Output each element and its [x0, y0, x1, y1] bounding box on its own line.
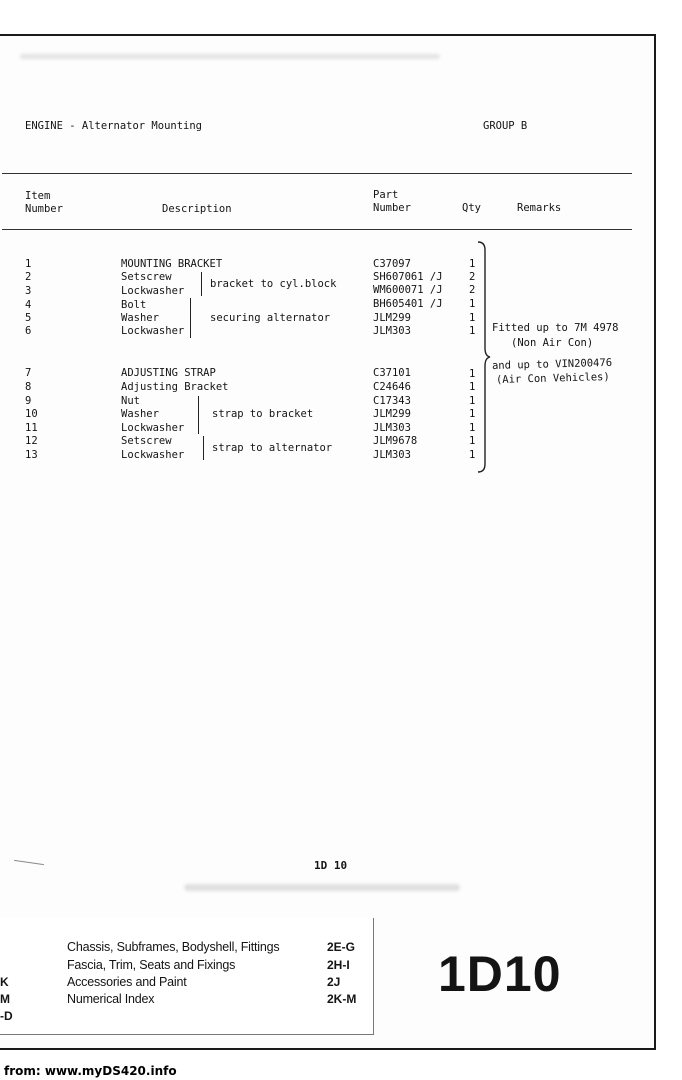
- row-description: Bolt: [121, 299, 147, 311]
- row-description: Lockwasher: [121, 285, 185, 297]
- footer-index-box: [0, 918, 374, 1035]
- row-qty: 1: [469, 449, 476, 461]
- group-note-securing: securing alternator: [210, 312, 331, 324]
- row-part-number: JLM303: [373, 422, 411, 434]
- col-qty: Qty: [462, 202, 481, 214]
- row-qty: 1: [469, 258, 476, 270]
- row-qty: 2: [469, 284, 476, 296]
- row-qty: 2: [469, 271, 476, 283]
- row-item-number: 10: [25, 408, 38, 420]
- curly-brace-icon: [476, 240, 492, 474]
- index-label: Numerical Index: [67, 992, 155, 1006]
- row-part-number: JLM299: [373, 408, 411, 420]
- row-part-number: JLM9678: [373, 435, 418, 447]
- row-description: Setscrew: [121, 271, 172, 283]
- source-note: from: www.myDS420.info: [4, 1064, 177, 1078]
- row-item-number: 7: [25, 367, 32, 379]
- row-item-number: 3: [25, 285, 32, 297]
- index-left-code: M: [0, 992, 10, 1006]
- index-label: Accessories and Paint: [67, 975, 187, 989]
- row-description: MOUNTING BRACKET: [121, 258, 223, 270]
- row-item-number: 13: [25, 449, 38, 461]
- index-label: Chassis, Subframes, Bodyshell, Fittings: [67, 940, 280, 954]
- row-item-number: 9: [25, 395, 32, 407]
- row-item-number: 6: [25, 325, 32, 337]
- group-note-bracket: bracket to cyl.block: [210, 278, 337, 290]
- scan-smudge-bottom: [184, 884, 460, 891]
- row-part-number: WM600071 /J: [373, 284, 443, 296]
- fiche-code: 1D10: [438, 946, 562, 1002]
- row-description: Lockwasher: [121, 422, 185, 434]
- row-part-number: JLM299: [373, 312, 411, 324]
- row-item-number: 5: [25, 312, 32, 324]
- row-qty: 1: [469, 298, 476, 310]
- row-qty: 1: [469, 435, 476, 447]
- col-description: Description: [162, 203, 232, 215]
- row-qty: 1: [469, 312, 476, 324]
- row-part-number: BH605401 /J: [373, 298, 443, 310]
- index-label: Fascia, Trim, Seats and Fixings: [67, 958, 236, 972]
- index-code: 2J: [327, 975, 341, 989]
- row-qty: 1: [469, 422, 476, 434]
- row-description: Washer: [121, 312, 159, 324]
- group-bar: [201, 272, 202, 296]
- row-item-number: 2: [25, 271, 32, 283]
- group-label: GROUP B: [483, 120, 528, 132]
- row-part-number: JLM303: [373, 449, 411, 461]
- index-code: 2E-G: [327, 940, 356, 954]
- remark-line-3: and up to VIN200476: [491, 356, 613, 372]
- row-description: Nut: [121, 395, 140, 407]
- col-part-line2: Number: [373, 202, 411, 214]
- row-item-number: 11: [25, 422, 38, 434]
- page-reference: 1D 10: [314, 859, 348, 872]
- row-description: Adjusting Bracket: [121, 381, 229, 393]
- group-note-strap-bracket: strap to bracket: [212, 408, 314, 420]
- row-part-number: C24646: [373, 381, 411, 393]
- row-part-number: C37101: [373, 367, 411, 379]
- index-code: 2H-I: [327, 958, 350, 972]
- group-note-strap-alternator: strap to alternator: [212, 442, 333, 454]
- row-part-number: SH607061 /J: [373, 271, 443, 283]
- row-part-number: C17343: [373, 395, 411, 407]
- col-remarks: Remarks: [517, 202, 562, 214]
- header-rule-top: [2, 173, 632, 174]
- row-description: Lockwasher: [121, 449, 185, 461]
- row-qty: 1: [469, 368, 476, 380]
- group-bar: [198, 396, 199, 434]
- document-page: [0, 34, 656, 1050]
- scan-smudge-top: [20, 54, 440, 59]
- row-description: Lockwasher: [121, 325, 185, 337]
- row-item-number: 1: [25, 258, 32, 270]
- row-description: Washer: [121, 408, 159, 420]
- section-title: ENGINE - Alternator Mounting: [25, 120, 203, 132]
- row-qty: 1: [469, 381, 476, 393]
- row-item-number: 12: [25, 435, 38, 447]
- index-code: 2K-M: [327, 992, 357, 1006]
- header-rule-bottom: [2, 229, 632, 230]
- row-item-number: 8: [25, 381, 32, 393]
- row-qty: 1: [469, 395, 476, 407]
- row-part-number: JLM303: [373, 325, 411, 337]
- row-qty: 1: [469, 325, 476, 337]
- row-qty: 1: [469, 408, 476, 420]
- group-bar: [203, 436, 204, 460]
- row-description: ADJUSTING STRAP: [121, 367, 216, 379]
- index-left-code: K: [0, 975, 9, 989]
- col-part-line1: Part: [373, 189, 399, 201]
- remark-line-4: (Air Con Vehicles): [495, 371, 610, 386]
- row-item-number: 4: [25, 299, 32, 311]
- remark-line-2: (Non Air Con): [511, 337, 594, 349]
- group-bar: [190, 298, 191, 338]
- row-description: Setscrew: [121, 435, 172, 447]
- col-item-line2: Number: [25, 203, 63, 215]
- index-left-code: -D: [0, 1009, 13, 1023]
- col-item-line1: Item: [25, 190, 51, 202]
- remark-line-1: Fitted up to 7M 4978: [492, 322, 619, 334]
- row-part-number: C37097: [373, 258, 411, 270]
